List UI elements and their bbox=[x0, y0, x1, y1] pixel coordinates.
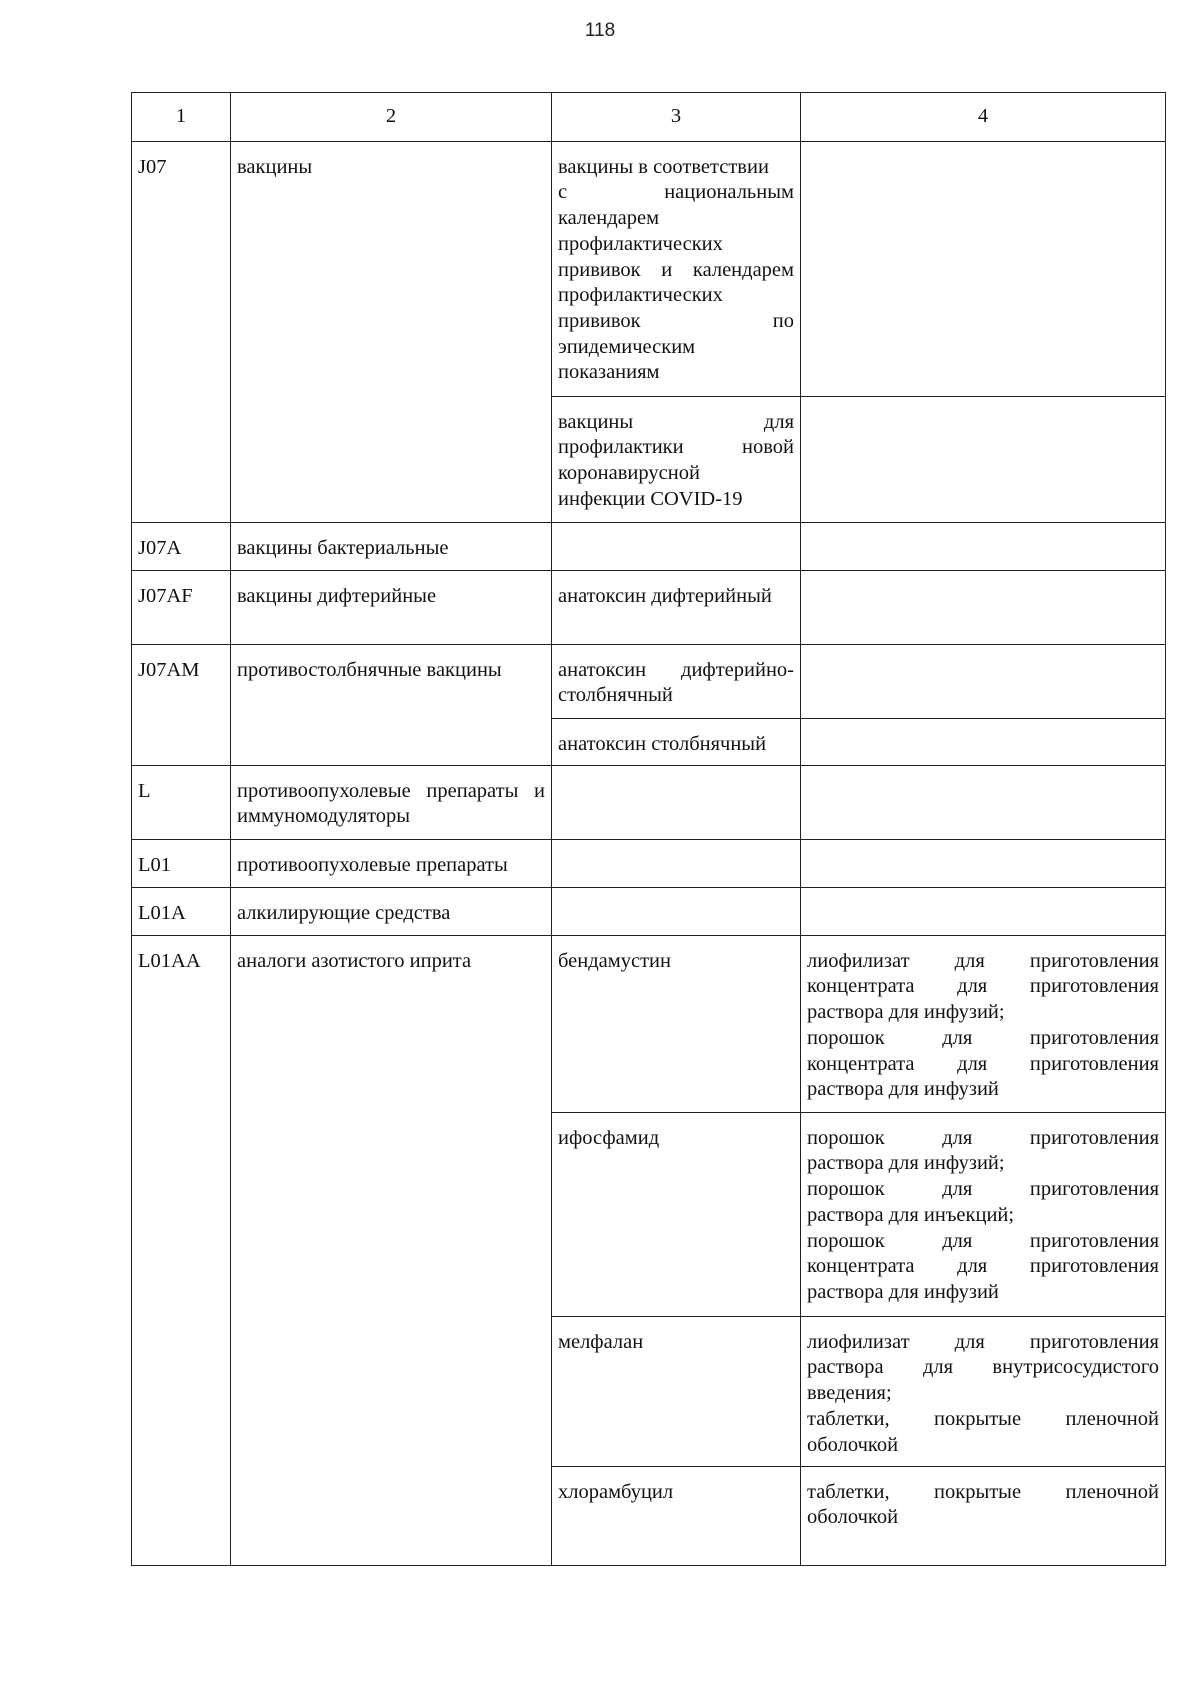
table-row bbox=[132, 522, 1166, 570]
drug-name-line: профилактических bbox=[558, 284, 723, 307]
dosage-form bbox=[801, 1466, 1166, 1565]
dosage-form bbox=[801, 522, 1166, 570]
drug-name: анатоксин дифтерийно-столбнячный bbox=[552, 644, 801, 718]
drug-name-line: прививок и календарем bbox=[558, 258, 794, 281]
drug-name bbox=[552, 141, 801, 396]
dosage-form-line: таблетки, покрытые пленочной bbox=[807, 1407, 1159, 1430]
column-header-2: 2 bbox=[231, 93, 552, 142]
dosage-form-line: раствора для инфузий bbox=[807, 1078, 999, 1101]
drug-name-line: профилактики новой bbox=[558, 436, 794, 459]
page-number: 118 bbox=[584, 20, 616, 41]
drug-name-line: с национальным bbox=[558, 181, 794, 204]
dosage-form bbox=[801, 1112, 1166, 1316]
dosage-form-line: концентрата для приготовления bbox=[807, 1052, 1159, 1075]
drug-name-line: вакцины в соответствии bbox=[558, 155, 769, 178]
table-row bbox=[132, 935, 1166, 1112]
dosage-form-line: оболочкой bbox=[807, 1506, 899, 1529]
drug-name: хлорамбуцил bbox=[552, 1466, 801, 1565]
dosage-form-line: концентрата для приготовления bbox=[807, 975, 1159, 998]
column-header-4: 4 bbox=[801, 93, 1166, 142]
drug-name: бендамустин bbox=[552, 935, 801, 1112]
atc-code: J07 bbox=[132, 141, 231, 522]
dosage-form bbox=[801, 396, 1166, 522]
drug-name-line: коронавирусной bbox=[558, 462, 700, 485]
atc-code: L01A bbox=[132, 887, 231, 935]
column-header-3: 3 bbox=[552, 93, 801, 142]
table-row bbox=[132, 141, 1166, 396]
header-row bbox=[132, 93, 1166, 142]
dosage-form bbox=[801, 887, 1166, 935]
drug-name: ифосфамид bbox=[552, 1112, 801, 1316]
group-name: противоопухолевые препараты и иммуномодуляторы bbox=[231, 765, 552, 839]
dosage-form bbox=[801, 765, 1166, 839]
drug-name-line: профилактических bbox=[558, 232, 723, 255]
group-name: алкилирующие средства bbox=[231, 887, 552, 935]
table-row bbox=[132, 887, 1166, 935]
dosage-form-line: порошок для приготовления bbox=[807, 1126, 1159, 1149]
atc-code: J07A bbox=[132, 522, 231, 570]
dosage-form-line: введения; bbox=[807, 1382, 892, 1405]
drug-name bbox=[552, 887, 801, 935]
drug-name bbox=[552, 839, 801, 887]
atc-code: L01 bbox=[132, 839, 231, 887]
dosage-form bbox=[801, 644, 1166, 718]
dosage-form-line: порошок для приготовления bbox=[807, 1229, 1159, 1252]
dosage-form-line: оболочкой bbox=[807, 1433, 899, 1456]
atc-code: L01AA bbox=[132, 935, 231, 1565]
column-header-1: 1 bbox=[132, 93, 231, 142]
drug-name: мелфалан bbox=[552, 1316, 801, 1466]
dosage-form bbox=[801, 839, 1166, 887]
drug-name bbox=[552, 765, 801, 839]
table-row bbox=[132, 839, 1166, 887]
dosage-form-line: лиофилизат для приготовления bbox=[807, 949, 1159, 972]
dosage-form-line: раствора для внутрисосудистого bbox=[807, 1356, 1159, 1379]
dosage-form-line: раствора для инфузий; bbox=[807, 1152, 1005, 1175]
drug-name-line: прививок по bbox=[558, 309, 794, 332]
drug-name-line: календарем bbox=[558, 207, 660, 230]
dosage-form-line: порошок для приготовления bbox=[807, 1178, 1159, 1201]
dosage-form-line: концентрата для приготовления bbox=[807, 1255, 1159, 1278]
dosage-form bbox=[801, 935, 1166, 1112]
group-name: противостолбнячные вакцины bbox=[231, 644, 552, 765]
drug-name-line: вакцины для bbox=[558, 410, 794, 433]
atc-code: L bbox=[132, 765, 231, 839]
drug-name bbox=[552, 522, 801, 570]
drug-name: анатоксин столбнячный bbox=[552, 718, 801, 765]
drug-name: анатоксин дифтерийный bbox=[552, 570, 801, 644]
dosage-form bbox=[801, 718, 1166, 765]
dosage-form-line: лиофилизат для приготовления bbox=[807, 1330, 1159, 1353]
drug-name-line: эпидемическим bbox=[558, 335, 696, 358]
dosage-form-line: порошок для приготовления bbox=[807, 1026, 1159, 1049]
dosage-form-line: таблетки, покрытые пленочной bbox=[807, 1480, 1159, 1503]
atc-code: J07AF bbox=[132, 570, 231, 644]
dosage-form-line: раствора для инфузий; bbox=[807, 1001, 1005, 1024]
dosage-form bbox=[801, 1316, 1166, 1466]
group-name: вакцины дифтерийные bbox=[231, 570, 552, 644]
dosage-form-line: раствора для инфузий bbox=[807, 1280, 999, 1303]
group-name: вакцины бактериальные bbox=[231, 522, 552, 570]
drug-name-line: инфекции COVID-19 bbox=[558, 487, 743, 510]
dosage-form bbox=[801, 141, 1166, 396]
group-name: вакцины bbox=[231, 141, 552, 522]
drug-name-line: показаниям bbox=[558, 361, 660, 384]
table-row bbox=[132, 570, 1166, 644]
table-row bbox=[132, 644, 1166, 718]
drug-name bbox=[552, 396, 801, 522]
atc-code: J07AM bbox=[132, 644, 231, 765]
drug-list-table bbox=[131, 92, 1166, 1566]
table-row bbox=[132, 765, 1166, 839]
group-name: противоопухолевые препараты bbox=[231, 839, 552, 887]
group-name: аналоги азотистого иприта bbox=[231, 935, 552, 1565]
dosage-form-line: раствора для инъекций; bbox=[807, 1203, 1015, 1226]
dosage-form bbox=[801, 570, 1166, 644]
